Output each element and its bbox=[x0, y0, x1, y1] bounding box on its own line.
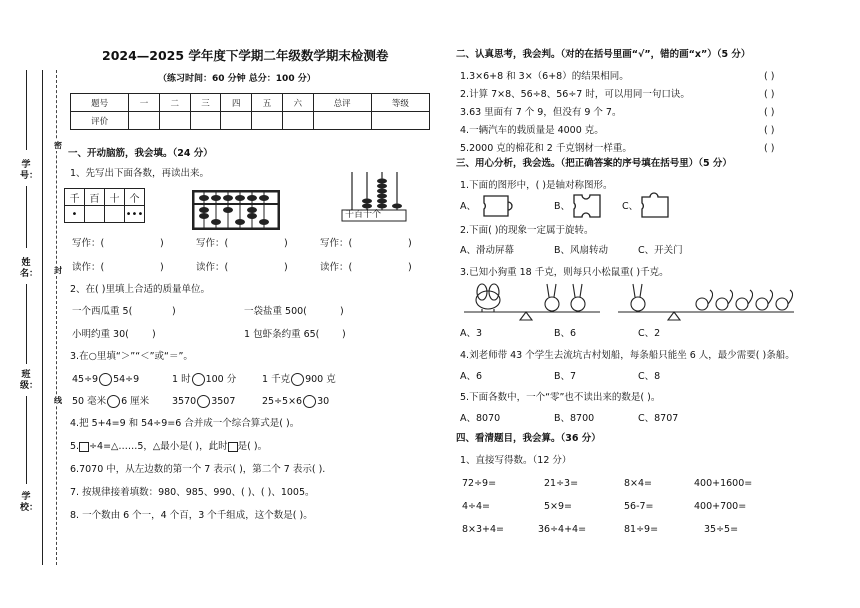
read-label-2: 读作：( bbox=[196, 262, 229, 273]
s3-q3-opt-c: C、2 bbox=[638, 328, 661, 339]
s3-q2: 2.下面( )的现象一定属于旋转。 bbox=[460, 225, 594, 236]
cmp-row1-c bbox=[262, 373, 336, 386]
s3-q2-opt-a: A、滑动屏幕 bbox=[460, 245, 514, 256]
s3-q2-opt-c: C、开关门 bbox=[638, 245, 683, 256]
score-input[interactable] bbox=[221, 112, 252, 130]
calc-item: 21÷3= bbox=[544, 478, 579, 489]
q5-text-end: 是( )。 bbox=[237, 441, 268, 452]
square-symbol bbox=[228, 442, 238, 452]
s3-q4-opt-b: B、7 bbox=[554, 371, 577, 382]
s1-q6: 6.7070 中，从左边数的第一个 7 表示( )，第二个 7 表示( ). bbox=[70, 464, 326, 475]
s3-q1: 1.下面的图形中，( )是轴对称图形。 bbox=[460, 180, 613, 191]
cmp-left: 50 毫米 bbox=[72, 396, 107, 407]
write-close-3: ) bbox=[408, 238, 412, 249]
q2-item-4: 1 包虾条约重 65( bbox=[244, 329, 320, 340]
cmp-right: 54÷9 bbox=[113, 374, 140, 385]
section2-heading: 二、认真思考，我会判。（对的在括号里画“√”，错的画“x”）（5 分） bbox=[456, 49, 751, 60]
q5-text: ÷4=△……5，△最小是( )，此时 bbox=[89, 441, 228, 452]
s1-q5 bbox=[70, 441, 267, 453]
s1-q3: 3.在○里填“＞”“＜”或“＝”。 bbox=[70, 351, 193, 362]
id-blank[interactable] bbox=[26, 70, 27, 150]
write-close-2: ) bbox=[284, 238, 288, 249]
place-value-table bbox=[64, 188, 145, 223]
s3-q1-opt-a: A、 bbox=[460, 201, 476, 212]
q2-item-4-close: ) bbox=[342, 329, 346, 340]
score-input[interactable] bbox=[282, 112, 313, 130]
s1-q7: 7. 按规律接着填数：980、985、990、( )、( )、1005。 bbox=[70, 487, 315, 498]
square-symbol bbox=[79, 442, 89, 452]
q5-number: 5. bbox=[70, 441, 80, 452]
school-blank[interactable] bbox=[26, 396, 27, 484]
cmp-row2-c bbox=[262, 395, 329, 408]
score-input[interactable] bbox=[371, 112, 429, 130]
s3-q3-opt-b: B、6 bbox=[554, 328, 577, 339]
s3-q3: 3.已知小狗重 18 千克，则每只小松鼠重( )千克。 bbox=[460, 267, 669, 278]
cmp-right: 3507 bbox=[211, 396, 236, 407]
puzzle-shape-b-icon bbox=[570, 192, 604, 220]
puzzle-shape-c-icon bbox=[638, 192, 672, 220]
s3-q1-opt-b: B、 bbox=[554, 201, 571, 212]
score-cell: 四 bbox=[221, 94, 252, 112]
pv-dots: ••• bbox=[125, 206, 145, 223]
s1-q2: 2、在( )里填上合适的质量单位。 bbox=[70, 284, 210, 295]
write-label-2: 写作：( bbox=[196, 238, 229, 249]
calc-item: 35÷5= bbox=[704, 524, 739, 535]
calc-item: 36÷4+4= bbox=[538, 524, 587, 535]
score-input[interactable] bbox=[129, 112, 160, 130]
pv-dots bbox=[105, 206, 125, 223]
score-input[interactable] bbox=[252, 112, 283, 130]
seal-char-3: 线 bbox=[54, 396, 62, 405]
s1-q4: 4.把 5+4=9 和 54÷9=6 合并成一个综合算式是( )。 bbox=[70, 418, 300, 429]
q2-item-3: 小明约重 30( bbox=[72, 329, 129, 340]
s3-q5-opt-b: B、8700 bbox=[554, 413, 595, 424]
judge-answer-2[interactable]: ( ) bbox=[764, 89, 775, 100]
judge-item-4: 4.一辆汽车的载质量是 4000 克。 bbox=[460, 125, 604, 136]
pv-dots bbox=[85, 206, 105, 223]
abacus-place-label: 千百十个 bbox=[345, 210, 382, 220]
q2-item-3-close: ) bbox=[152, 329, 156, 340]
judge-item-1: 1.3×6+8 和 3×（6+8）的结果相同。 bbox=[460, 71, 629, 82]
cmp-right: 6 厘米 bbox=[121, 396, 150, 407]
q2-item-2-close: ) bbox=[340, 306, 344, 317]
balance-scales-image bbox=[460, 280, 816, 322]
cmp-right: 100 分 bbox=[205, 374, 237, 385]
score-cell: 评价 bbox=[71, 112, 129, 130]
judge-item-2: 2.计算 7×8、56÷8、56÷7 时，可以用同一句口诀。 bbox=[460, 89, 690, 100]
q2-item-1-close: ) bbox=[172, 306, 176, 317]
score-cell: 三 bbox=[190, 94, 221, 112]
judge-answer-1[interactable]: ( ) bbox=[764, 71, 775, 82]
score-cell: 题号 bbox=[71, 94, 129, 112]
cmp-left: 45÷9 bbox=[72, 374, 99, 385]
s3-q5-opt-a: A、8070 bbox=[460, 413, 501, 424]
cmp-row1-a bbox=[72, 373, 139, 386]
read-close-3: ) bbox=[408, 262, 412, 273]
judge-answer-4[interactable]: ( ) bbox=[764, 125, 775, 136]
score-cell: 等级 bbox=[371, 94, 429, 112]
school-label: 学校： bbox=[20, 492, 39, 513]
score-input[interactable] bbox=[159, 112, 190, 130]
compare-circle[interactable] bbox=[291, 373, 304, 386]
score-cell: 二 bbox=[159, 94, 190, 112]
read-close-2: ) bbox=[284, 262, 288, 273]
pv-header: 个 bbox=[125, 189, 145, 206]
score-table bbox=[70, 93, 430, 130]
exam-subtitle: （练习时间：60 分钟 总分：100 分） bbox=[158, 74, 316, 84]
exam-title: 2024—2025 学年度下学期二年级数学期末检测卷 bbox=[102, 48, 389, 63]
score-cell: 五 bbox=[252, 94, 283, 112]
pv-header: 十 bbox=[105, 189, 125, 206]
score-cell: 一 bbox=[129, 94, 160, 112]
s1-q1: 1、先写出下面各数，再读出来。 bbox=[70, 168, 210, 179]
pv-dots: • bbox=[65, 206, 85, 223]
pv-header: 百 bbox=[85, 189, 105, 206]
abacus-frame-image bbox=[192, 190, 280, 230]
judge-answer-3[interactable]: ( ) bbox=[764, 107, 775, 118]
score-cell: 总评 bbox=[313, 94, 371, 112]
read-label-3: 读作：( bbox=[320, 262, 353, 273]
calc-item: 8×4= bbox=[624, 478, 653, 489]
calc-item: 400+700= bbox=[694, 501, 747, 512]
calc-item: 72÷9= bbox=[462, 478, 497, 489]
puzzle-shape-a-icon bbox=[478, 193, 514, 219]
judge-item-5: 5.2000 克的棉花和 2 千克钢材一样重。 bbox=[460, 143, 632, 154]
section4-heading: 四、看清题目，我会算。（36 分） bbox=[456, 433, 601, 444]
class-label: 班级： bbox=[20, 370, 39, 391]
cmp-left: 25÷5×6 bbox=[262, 396, 303, 407]
cmp-row2-b bbox=[172, 395, 235, 408]
seal-char-1: 密 bbox=[54, 141, 62, 150]
s3-q2-opt-b: B、风扇转动 bbox=[554, 245, 609, 256]
write-label-1: 写作：( bbox=[72, 238, 105, 249]
cmp-row1-b bbox=[172, 373, 236, 386]
read-close-1: ) bbox=[160, 262, 164, 273]
calc-item: 4÷4= bbox=[462, 501, 491, 512]
write-close-1: ) bbox=[160, 238, 164, 249]
compare-circle[interactable] bbox=[303, 395, 316, 408]
compare-circle[interactable] bbox=[197, 395, 210, 408]
s3-q3-opt-a: A、3 bbox=[460, 328, 483, 339]
calc-item: 81÷9= bbox=[624, 524, 659, 535]
cmp-right: 30 bbox=[317, 396, 330, 407]
read-label-1: 读作：( bbox=[72, 262, 105, 273]
cmp-right: 900 克 bbox=[305, 374, 336, 385]
cmp-row2-a bbox=[72, 395, 149, 408]
s3-q5-opt-c: C、8707 bbox=[638, 413, 679, 424]
write-label-3: 写作：( bbox=[320, 238, 353, 249]
class-blank[interactable] bbox=[26, 284, 27, 364]
q2-item-2: 一袋盐重 500( bbox=[244, 306, 307, 317]
seal-char-2: 封 bbox=[54, 266, 62, 275]
compare-circle[interactable] bbox=[192, 373, 205, 386]
s3-q5: 5.下面各数中，一个“零”也不读出来的数是( )。 bbox=[460, 392, 661, 403]
judge-answer-5[interactable]: ( ) bbox=[764, 143, 775, 154]
s3-q4: 4.刘老师带 43 个学生去流坑古村划船，每条船只能坐 6 人，最少需要( )条船。 bbox=[460, 350, 795, 361]
score-table-header-row bbox=[71, 94, 430, 112]
cmp-left: 3570 bbox=[172, 396, 197, 407]
s4-sub1: 1、直接写得数。（12 分） bbox=[460, 455, 572, 466]
section3-heading: 三、用心分析，我会选。（把正确答案的序号填在括号里）（5 分） bbox=[456, 158, 732, 169]
calc-item: 56-7= bbox=[624, 501, 654, 512]
score-input[interactable] bbox=[190, 112, 221, 130]
pv-header: 千 bbox=[65, 189, 85, 206]
s3-q1-opt-c: C、 bbox=[622, 201, 639, 212]
name-label: 姓名： bbox=[20, 258, 39, 279]
calc-item: 5×9= bbox=[544, 501, 573, 512]
judge-item-3: 3.63 里面有 7 个 9，但没有 9 个 7。 bbox=[460, 107, 622, 118]
s3-q4-opt-c: C、8 bbox=[638, 371, 661, 382]
id-label: 学号： bbox=[20, 160, 39, 181]
score-table-eval-row bbox=[71, 112, 430, 130]
cmp-left: 1 千克 bbox=[262, 374, 291, 385]
compare-circle[interactable] bbox=[99, 373, 112, 386]
cmp-left: 1 时 bbox=[172, 374, 191, 385]
binding-line-outer bbox=[42, 70, 43, 565]
s1-q8: 8. 一个数由 6 个一，4 个百，3 个千组成，这个数是( )。 bbox=[70, 510, 313, 521]
score-cell: 六 bbox=[282, 94, 313, 112]
q2-item-1: 一个西瓜重 5( bbox=[72, 306, 133, 317]
calc-item: 400+1600= bbox=[694, 478, 753, 489]
section1-heading: 一、开动脑筋，我会填。（24 分） bbox=[68, 148, 213, 159]
name-blank[interactable] bbox=[26, 186, 27, 248]
compare-circle[interactable] bbox=[107, 395, 120, 408]
score-input[interactable] bbox=[313, 112, 371, 130]
calc-item: 8×3+4= bbox=[462, 524, 505, 535]
s3-q4-opt-a: A、6 bbox=[460, 371, 483, 382]
